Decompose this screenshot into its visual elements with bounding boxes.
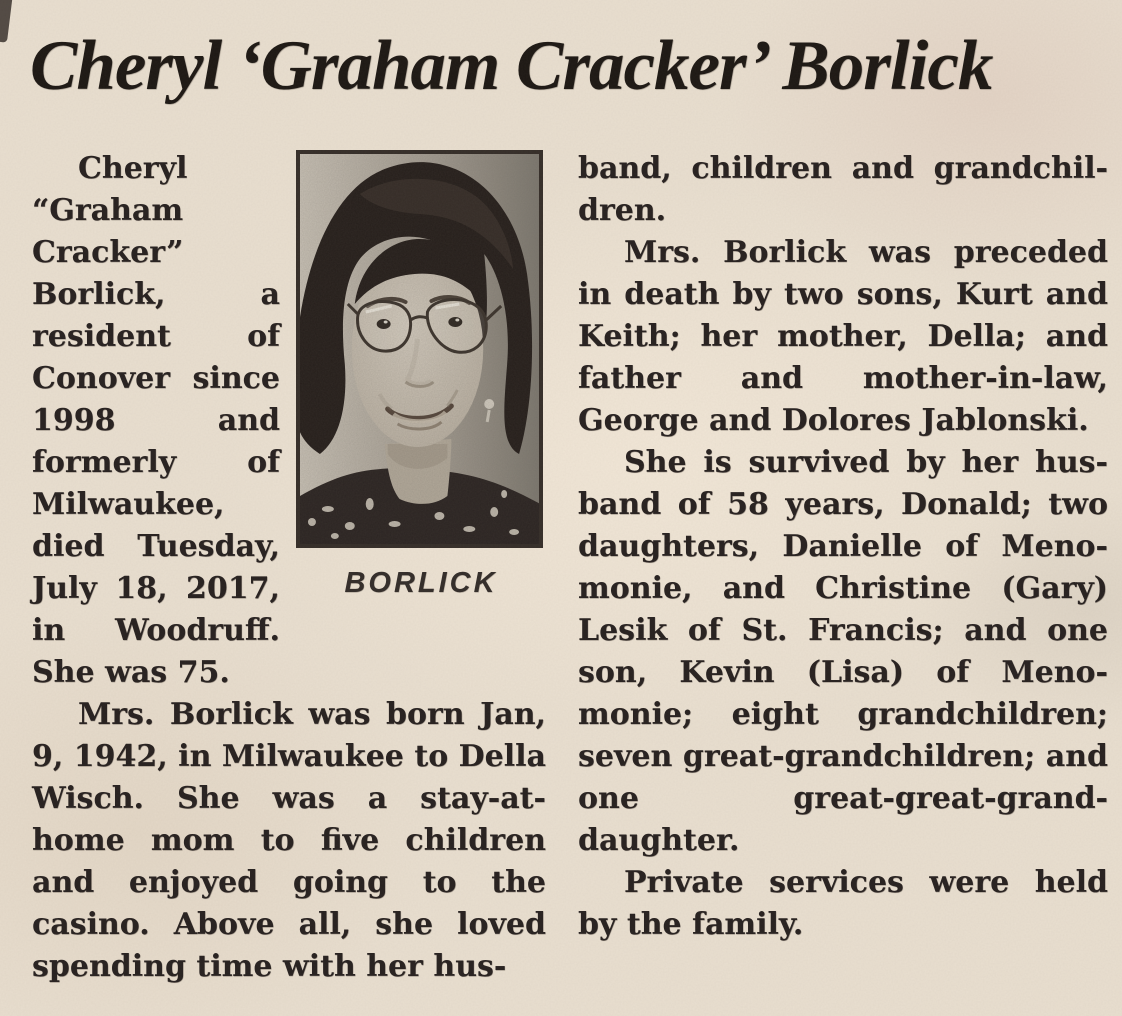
portrait-illustration (300, 154, 539, 544)
scan-artifact-mark (0, 0, 13, 43)
photo-caption: BORLICK (344, 567, 498, 599)
obituary-headline: Cheryl ‘Graham Cracker’ Borlick (30, 27, 993, 105)
portrait-photo (296, 150, 543, 548)
paragraph-born: Mrs. Borlick was born Jan, 9, 1942, in Milwaukee to Della Wisch. She was a stay-at-home mom to five children and enjoyed going to the casino. Above all, she loved spending time with her hus- (32, 697, 546, 984)
right-column (578, 148, 1108, 988)
paragraph-survived: She is survived by her husband of 58 years, Donald; two daughters, Danielle of Menomonie, and Christine (Gary) Lesik of St. Francis; and one son, Kevin (Lisa) of Menomonie; eight grandchildren; seven great-grandchildren; and one great-great-granddaughter. (578, 445, 1108, 858)
paragraph-preceded: Mrs. Borlick was preceded in death by two sons, Kurt and Keith; her mother, Della; and father and mother-in-law, George and Dolores Jablonski. (578, 235, 1108, 438)
photo-block (296, 150, 546, 604)
article-body (32, 148, 1108, 988)
paragraph-intro: Cheryl “Graham Cracker” Borlick, a resident of Conover since 1998 and formerly of Milwaukee, died Tuesday, July 18, 2017, in Woodruff. She was 75. (32, 151, 280, 690)
paragraph-services: Private services were held by the family. (578, 865, 1108, 942)
paragraph-continuation: band, children and grandchildren. (578, 151, 1108, 228)
left-column (32, 148, 546, 988)
